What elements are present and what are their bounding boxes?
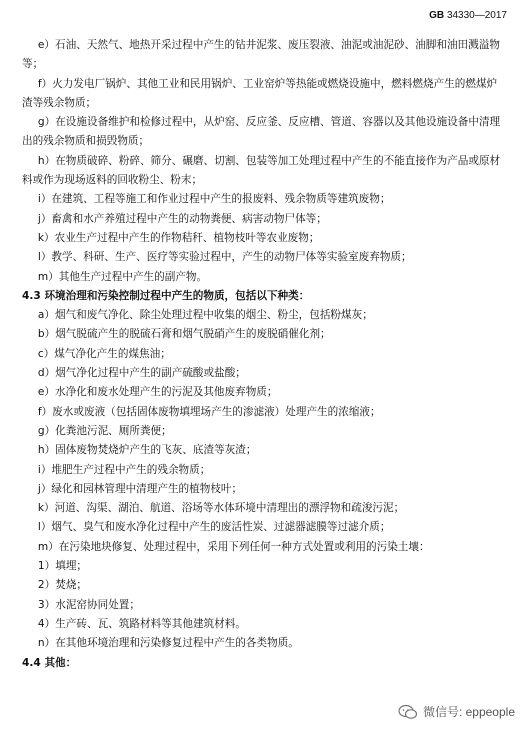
section-4-3-item-d: d）烟气净化过程中产生的副产硫酸或盐酸； (37, 367, 246, 380)
list-item-i: i）在建筑、工程等施工和作业过程中产生的报废料、残余物质等建筑废物； (37, 193, 391, 206)
section-4-3-item-n: n）在其他环境治理和污染修复过程中产生的各类物质。 (37, 637, 299, 650)
section-4-3-item-h: h）固体废物焚烧炉产生的飞灰、底渣等灰渣； (37, 444, 257, 457)
section-4-3-item-b: b）烟气脱硫产生的脱硫石膏和烟气脱硝产生的废脱硝催化剂； (37, 328, 331, 341)
wechat-watermark (398, 703, 515, 720)
section-4-3-item-m: m）在污染地块修复、处理过程中，采用下列任何一种方式处置或利用的污染土壤： (37, 540, 430, 553)
list-item-l: l）教学、科研、生产、医疗等实验过程中，产生的动物尸体等实验室废弃物质； (37, 251, 412, 264)
gb-mark: GB (429, 10, 445, 21)
list-item-m: m）其他生产过程中产生的副产物。 (37, 270, 208, 283)
list-item-e: e）石油、天然气、地热开采过程中产生的钻井泥浆、废压裂液、油泥或油泥砂、油脚和油田溅溢物等； (22, 39, 500, 71)
section-4-3-item-f: f）废水或废液（包括固体废物填埋场产生的渗滤液）处理产生的浓缩液； (37, 405, 381, 418)
list-item-g: g）在设施设备维护和检修过程中，从炉窑、反应釜、反应槽、管道、容器以及其他设施设备中清理出的残余物质和损毁物质； (22, 116, 501, 148)
section-4-3-item-e: e）水净化和废水处理产生的污泥及其他废弃物质； (37, 386, 278, 399)
section-4-3-item-i: i）堆肥生产过程中产生的残余物质； (37, 463, 211, 476)
section-4-3-subitem-4: 4）生产砖、瓦、筑路材料等其他建筑材料。 (37, 617, 246, 630)
section-heading-4-3: 4.3 环境治理和污染控制过程中产生的物质，包括以下种类： (22, 289, 310, 302)
section-4-3-item-l: l）烟气、臭气和废水净化过程中产生的废活性炭、过滤器滤膜等过滤介质； (37, 521, 391, 534)
standard-number: 34330—2017 (446, 10, 507, 21)
section-4-3-item-g: g）化粪池污泥、厕所粪便； (37, 424, 172, 437)
list-item-h: h）在物质破碎、粉碎、筛分、碾磨、切割、包装等加工处理过程中产生的不能直接作为产品或原材料或作为现场返料的回收粉尘、粉末； (22, 154, 501, 187)
list-item-f: f）火力发电厂锅炉、其他工业和民用锅炉、工业窑炉等热能或燃烧设施中，燃料燃烧产生的燃煤炉渣等残余物质； (22, 77, 498, 109)
section-4-3-subitem-1: 1）填埋； (37, 560, 88, 573)
document-body (22, 36, 506, 673)
section-heading-4-4: 4.4 其他： (22, 656, 77, 669)
list-item-k: k）农业生产过程中产生的作物秸秆、植物枝叶等农业废物； (37, 231, 320, 244)
wechat-icon (398, 704, 418, 720)
section-4-3-item-k: k）河道、沟渠、湖泊、航道、浴场等水体环境中清理出的漂浮物和疏浚污泥； (37, 502, 405, 515)
section-4-3-item-c: c）煤气净化产生的煤焦油； (37, 347, 171, 360)
list-item-j: j）畜禽和水产养殖过程中产生的动物粪便、病害动物尸体等； (37, 212, 327, 225)
page-header (429, 10, 507, 21)
watermark-label: 微信号: eppeople (422, 705, 515, 719)
section-4-3-item-j: j）绿化和园林管理中清理产生的植物枝叶； (37, 482, 243, 495)
section-4-3-item-a: a）烟气和废气净化、除尘处理过程中收集的烟尘、粉尘，包括粉煤灰； (37, 309, 373, 322)
section-4-3-subitem-2: 2）焚烧； (37, 579, 88, 592)
section-4-3-subitem-3: 3）水泥窑协同处置； (37, 598, 140, 611)
